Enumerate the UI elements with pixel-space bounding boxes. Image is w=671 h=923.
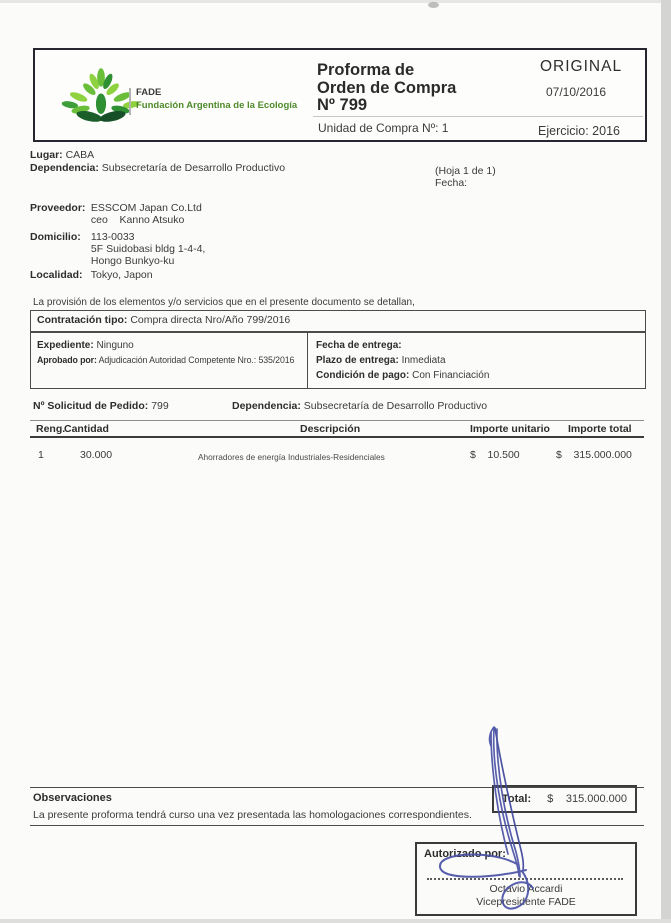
fecha-entrega-label: Fecha de entrega:: [316, 340, 402, 351]
proveedor-name: ESSCOM Japan Co.Ltd: [90, 202, 202, 214]
aprobado-value: Adjudicación Autoridad Competente Nro.: 535/2016: [98, 355, 295, 365]
localidad-label: Localidad:: [30, 269, 83, 281]
logo-org-name: Fundación Argentina de la Ecología: [136, 100, 298, 111]
localidad-line: [30, 269, 153, 281]
contratacion-value: Compra directa Nro/Año 799/2016: [130, 314, 291, 326]
copy-type: ORIGINAL: [540, 58, 623, 75]
aprobado-line: [37, 353, 299, 368]
document-title: [317, 62, 456, 115]
items-table-top-rule: [30, 420, 644, 421]
proveedor-label: Proveedor:: [30, 202, 86, 214]
domicilio-line: [30, 231, 135, 243]
condicion-pago-value: Con Financiación: [412, 370, 490, 381]
condiciones-right-cell: [308, 333, 645, 388]
lugar-value: CABA: [65, 149, 95, 161]
expediente-label: Expediente:: [37, 340, 94, 351]
domicilio-line-3: [30, 255, 174, 267]
contratacion-label: Contratación tipo:: [37, 314, 128, 326]
hoja-indicator: (Hoja 1 de 1): [435, 165, 496, 177]
pedido-dependencia-line: [232, 400, 487, 412]
plazo-entrega-line: [316, 353, 637, 368]
title-line-2: Orden de Compra: [317, 78, 457, 97]
total-label: Total:: [502, 793, 532, 805]
dependencia-value: Subsecretaría de Desarrollo Productivo: [101, 162, 286, 174]
aprobado-label: Aprobado por:: [37, 355, 97, 365]
plazo-entrega-value: Inmediata: [401, 355, 446, 366]
fecha-entrega-line: [316, 338, 637, 353]
autorizado-box: [415, 842, 637, 916]
header-separator: [313, 116, 643, 117]
logo-divider: [129, 88, 131, 115]
condiciones-left-cell: [31, 333, 308, 388]
dependencia-line: [30, 162, 285, 174]
row-descripcion: Ahorradores de energía Industriales-Residenciales: [198, 452, 385, 462]
lugar-label: Lugar:: [30, 149, 63, 161]
document-date: 07/10/2016: [546, 85, 607, 99]
contratacion-box: [30, 310, 646, 332]
localidad-value: Tokyo, Japon: [90, 269, 153, 281]
total-amount: 315.000.000: [565, 793, 627, 805]
col-header-total: Importe total: [568, 423, 632, 435]
scan-edge-bottom: [0, 919, 671, 923]
domicilio-value-2: 5F Suidobasi bldg 1-4-4,: [90, 243, 206, 255]
expediente-value: Ninguno: [96, 340, 134, 351]
condicion-pago-label: Condición de pago:: [316, 370, 410, 381]
plazo-entrega-label: Plazo de entrega:: [316, 355, 399, 366]
domicilio-value-1: 113-0033: [90, 231, 135, 243]
row-reng: 1: [38, 449, 44, 461]
total-box: [492, 785, 637, 813]
condicion-pago-line: [316, 368, 637, 383]
firmante-role: Vicepresidente FADE: [476, 896, 576, 908]
col-header-unitario: Importe unitario: [470, 423, 550, 435]
pedido-dependencia-value: Subsecretaría de Desarrollo Productivo: [303, 400, 488, 412]
fecha-label: Fecha:: [435, 177, 468, 189]
solicitud-label: Nº Solicitud de Pedido:: [33, 400, 149, 412]
proveedor-contact-line: [30, 214, 184, 226]
col-header-reng: Reng.: [36, 423, 66, 435]
signature-dotted-line: [427, 878, 623, 880]
solicitud-line: [33, 400, 169, 412]
row-cantidad: 30.000: [80, 449, 113, 461]
title-line-3: Nº 799: [317, 96, 368, 114]
autorizado-label: Autorizado por:: [424, 848, 506, 860]
scan-smudge: [428, 2, 439, 8]
title-line-1: Proforma de: [317, 61, 415, 79]
contratacion-line: [37, 314, 290, 326]
firmante-name: Octavio Accardi: [489, 883, 563, 895]
observaciones-bottom-rule: [30, 825, 644, 826]
domicilio-label: Domicilio:: [30, 231, 81, 243]
row-importe-unitario: $ 10.500: [470, 449, 520, 461]
col-header-descripcion: Descripción: [300, 423, 361, 435]
domicilio-line-2: [30, 243, 205, 255]
header: [33, 48, 647, 142]
pedido-dependencia-label: Dependencia:: [232, 400, 301, 412]
scan-edge-right: [661, 0, 671, 923]
logo-fade-acronym: FADE: [136, 87, 162, 98]
expediente-line: [37, 338, 299, 353]
proveedor-line: [30, 202, 202, 214]
dependencia-label: Dependencia:: [30, 162, 99, 174]
unidad-de-compra: Unidad de Compra Nº: 1: [318, 121, 449, 135]
observaciones-title: Observaciones: [33, 792, 112, 804]
intro-text: La provisión de los elementos y/o servicios que en el presente documento se detallan,: [33, 297, 415, 308]
condiciones-box: [30, 332, 646, 389]
items-table-header-rule: [30, 436, 644, 438]
proveedor-contact: ceo Kanno Atsuko: [90, 214, 185, 226]
total-currency: $: [547, 793, 554, 805]
col-header-cantidad: Cantidad: [64, 423, 109, 435]
domicilio-value-3: Hongo Bunkyo-ku: [90, 255, 175, 267]
ejercicio: Ejercicio: 2016: [538, 124, 620, 138]
scan-edge-top: [0, 0, 671, 3]
solicitud-value: 799: [151, 400, 169, 412]
lugar-line: [30, 149, 94, 161]
row-importe-total: $ 315.000.000: [556, 449, 632, 461]
fade-leaves-logo-icon: [57, 60, 145, 130]
observaciones-text: La presente proforma tendrá curso una vez presentada las homologaciones correspondientes.: [33, 809, 472, 821]
